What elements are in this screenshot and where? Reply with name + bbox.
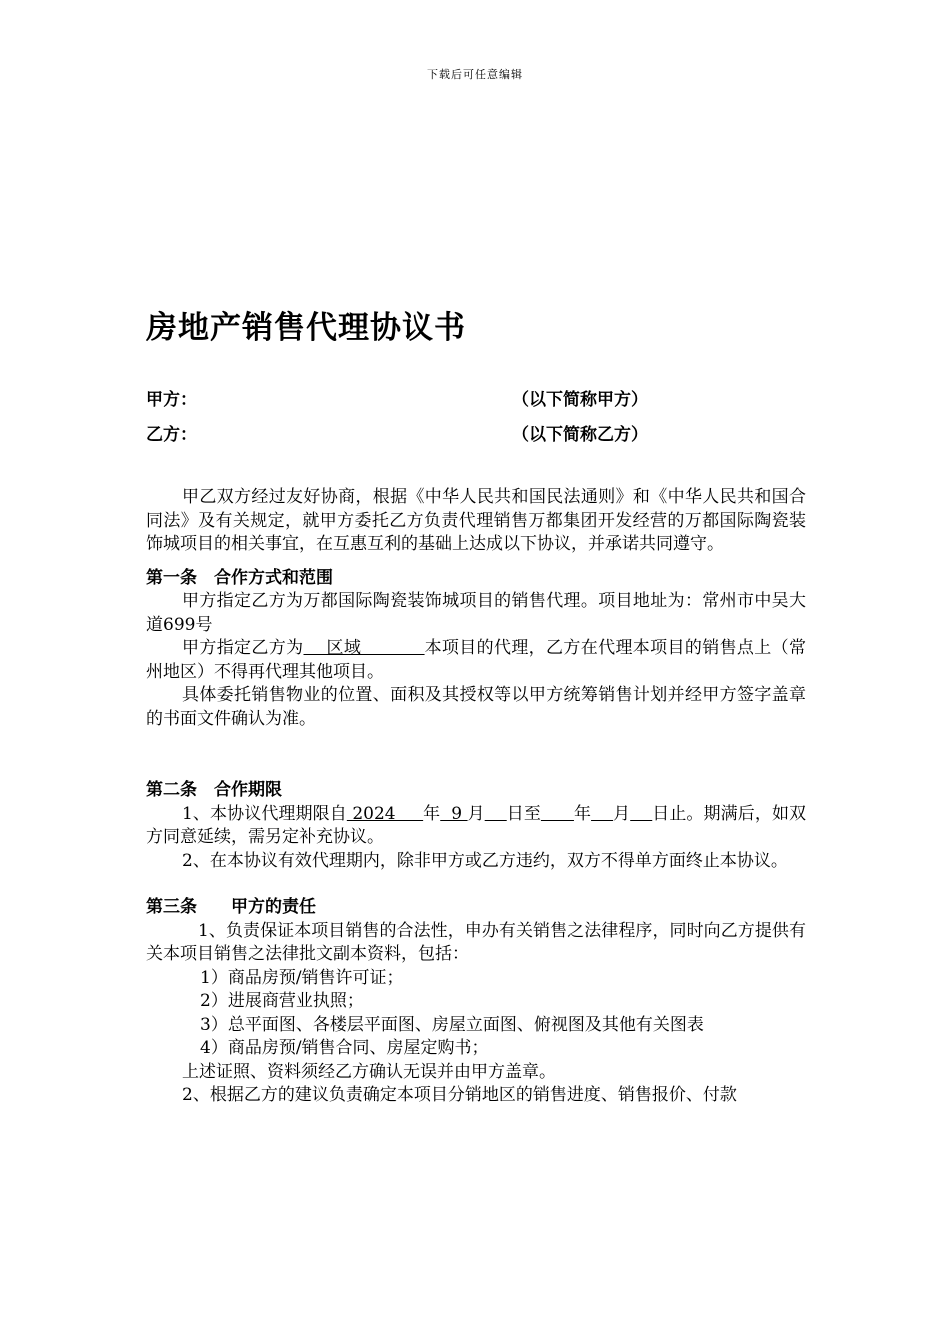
end-day-blank (630, 804, 652, 824)
article-2-heading: 第二条 合作期限 (146, 780, 282, 800)
party-a-line (146, 385, 648, 410)
term-text-d: 日至 (506, 803, 541, 824)
start-year-blank: 2024 (346, 803, 424, 824)
term-text-g: 日止。期满后，如双方同意延续，需另定补充协议。 (146, 803, 807, 847)
article-1-heading: 第一条 合作方式和范围 (146, 567, 333, 588)
article-3-paragraph-3: 2、根据乙方的建议负责确定本项目分销地区的销售进度、销售报价、付款 (182, 1085, 737, 1105)
party-b-label: 乙方： (146, 425, 197, 445)
term-text-a: 1、本协议代理期限自 (182, 803, 347, 824)
term-text-e: 年 (573, 803, 592, 824)
article-1-p2-post: 本项目的代理，乙方在代理本项目的销售点上（常州地区）不得再代理其他项目。 (146, 638, 806, 682)
article-3-paragraph-1: 1、负责保证本项目销售的合法性，申办有关销售之法律程序，同时向乙方提供有关本项目销售之法律批文副本资料，包括： (146, 920, 806, 964)
term-text-c: 月 (467, 803, 485, 824)
end-year-blank (541, 804, 574, 824)
party-a-note: （以下简称甲方） (512, 390, 648, 410)
document-title: 房地产销售代理协议书 (146, 310, 466, 346)
header-note: 下载后可任意编辑 (427, 68, 523, 81)
article-2-paragraph-2: 2、在本协议有效代理期内，除非甲方或乙方违约，双方不得单方面终止本协议。 (182, 850, 788, 871)
article-1-paragraph-2 (146, 637, 806, 684)
article-3-heading: 第三条 甲方的责任 (146, 897, 316, 917)
start-day-blank (485, 804, 507, 824)
party-a-label: 甲方： (146, 390, 197, 410)
article-2-paragraph-1 (146, 803, 806, 850)
article-3-paragraph-2: 上述证照、资料须经乙方确认无误并由甲方盖章。 (182, 1061, 556, 1082)
party-b-note: （以下简称乙方） (512, 425, 648, 445)
term-text-b: 年 (423, 803, 441, 824)
intro-paragraph: 甲乙双方经过友好协商，根据《中华人民共和国民法通则》和《中华人民共和国合同法》及有关规定，就甲方委托乙方负责代理销售万都集团开发经营的万都国际陶瓷装饰城项目的相关事宜，在互惠互利的基础上达成以下协议，并承诺共同遵守。 (146, 487, 806, 554)
article-1-paragraph-1: 甲方指定乙方为万都国际陶瓷装饰城项目的销售代理。项目地址为：常州市中吴大道699号 (146, 591, 806, 635)
article-1-p2-pre: 甲方指定乙方为 (182, 638, 304, 658)
region-blank: 区域 (303, 638, 425, 658)
end-month-blank (591, 804, 613, 824)
party-b-line (146, 420, 648, 445)
document-body (146, 486, 806, 1108)
start-month-blank: 9 (440, 803, 468, 824)
article-1-paragraph-3: 具体委托销售物业的位置、面积及其授权等以甲方统筹销售计划并经甲方签字盖章的书面文件确认为准。 (146, 685, 806, 729)
term-text-f: 月 (613, 803, 631, 824)
article-3-item-1: 1）商品房预/销售许可证； (200, 967, 404, 988)
article-3-item-4: 4）商品房预/销售合同、房屋定购书； (200, 1038, 489, 1058)
article-3-item-2: 2）进展商营业执照； (200, 991, 364, 1011)
article-3-item-3: 3）总平面图、各楼层平面图、房屋立面图、俯视图及其他有关图表 (200, 1014, 704, 1035)
